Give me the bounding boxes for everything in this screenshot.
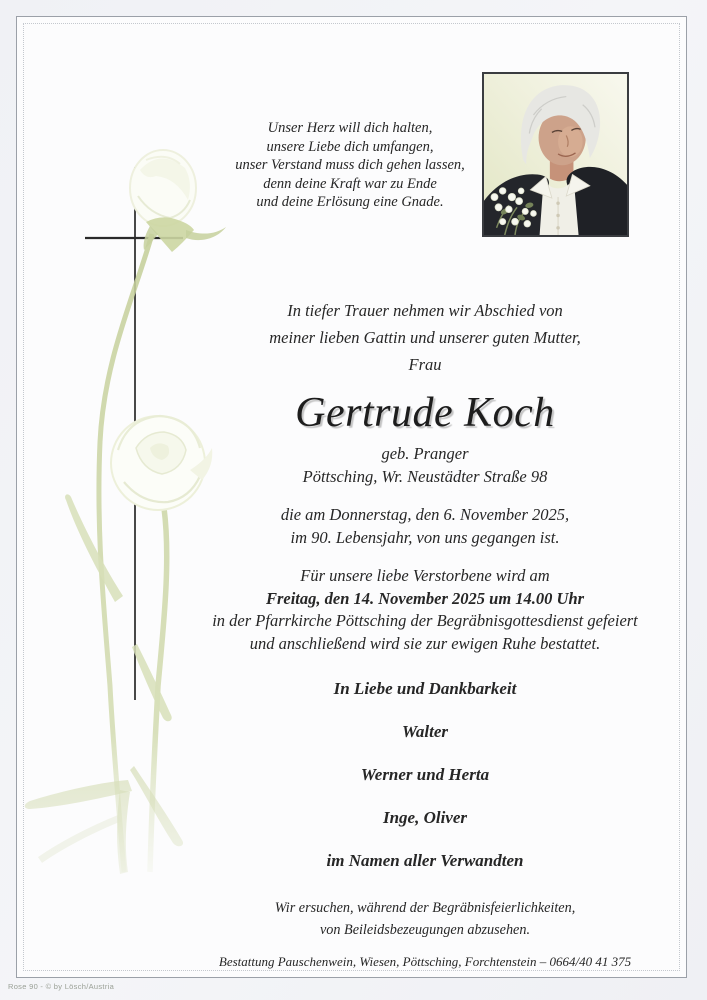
condolence-request-line: Wir ersuchen, während der Begräbnisfeierlichkeiten, [274, 900, 576, 916]
death-date-line: die am Donnerstag, den 6. November 2025, [280, 505, 570, 524]
poem-line: und deine Erlösung eine Gnade. [256, 194, 444, 210]
funeral-home-line: Bestattung Pauschenwein, Wiesen, Pöttsching, Forchtenstein – 0664/40 41 375 [218, 954, 632, 969]
address: Pöttsching, Wr. Neustädter Straße 98 [302, 467, 548, 486]
poem-line: denn deine Kraft war zu Ende [263, 175, 437, 192]
mourners-closing: im Namen aller Verwandten [326, 851, 524, 870]
deceased-details [140, 442, 707, 488]
poem-line: unser Verstand muss dich gehen lassen, [235, 157, 465, 173]
announcement-intro [140, 297, 707, 378]
mourners-heading: In Liebe und Dankbarkeit [333, 679, 517, 698]
poem-line: Unser Herz will dich halten, [267, 120, 433, 136]
funeral-datetime: Freitag, den 14. November 2025 um 14.00 Uhr [265, 588, 585, 608]
mourner-name: Werner und Herta [360, 765, 490, 784]
intro-line: Frau [408, 355, 442, 374]
funeral-info-line: und anschließend wird sie zur ewigen Ruhe bestattet. [249, 633, 601, 653]
copyright-note: Rose 90 - © by Lösch/Austria [8, 982, 115, 991]
death-date-line: im 90. Lebensjahr, von uns gegangen ist. [290, 528, 560, 547]
mourner-name: Inge, Oliver [382, 808, 468, 827]
poem-line: unsere Liebe dich umfangen, [266, 138, 434, 155]
intro-line: In tiefer Trauer nehmen wir Abschied von [287, 301, 563, 320]
mourner-name: Walter [402, 722, 448, 741]
funeral-info-line: in der Pfarrkirche Pöttsching der Begräbnisgottesdienst gefeiert [212, 611, 638, 630]
deceased-name: Gertrude Koch [295, 390, 555, 436]
death-date [140, 503, 707, 549]
intro-line: meiner lieben Gattin und unserer guten Mutter, [269, 328, 581, 347]
condolence-request-line: von Beileidsbezeugungen abzusehen. [320, 922, 530, 938]
funeral-info-line: Für unsere liebe Verstorbene wird am [300, 566, 550, 585]
condolence-request [140, 897, 707, 941]
poem [175, 119, 525, 212]
maiden-name: geb. Pranger [381, 444, 469, 463]
funeral-info [140, 565, 707, 655]
